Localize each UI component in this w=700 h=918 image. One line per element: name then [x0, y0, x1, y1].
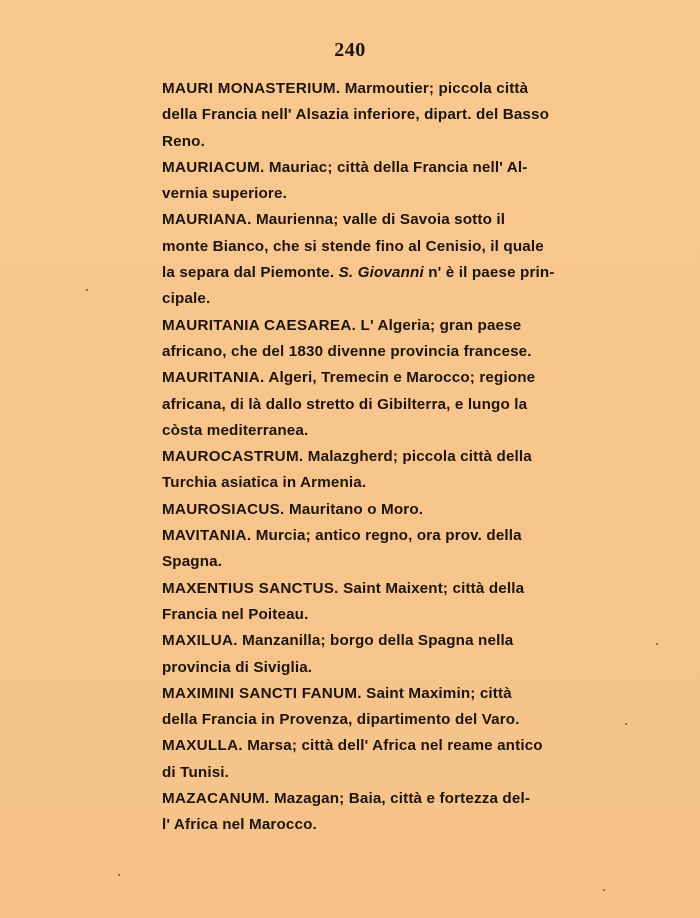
- entry-headword: MAXENTIUS SANCTUS.: [162, 579, 339, 597]
- scan-speck: [625, 723, 627, 725]
- dictionary-entry-mauritania-caesarea: [140, 313, 640, 366]
- entry-text: Marmoutier; piccola città: [340, 80, 529, 97]
- entry-text: n' è il paese prin-: [423, 264, 555, 282]
- entry-line: [140, 444, 640, 470]
- entry-headword: MAURIACUM.: [162, 158, 265, 176]
- entry-text: Saint Maximin; città: [361, 684, 512, 702]
- entry-text: Mauritano o Moro.: [284, 500, 424, 518]
- entry-text: Mauriac; città della Francia nell' Al-: [264, 158, 528, 176]
- scan-speck: [86, 289, 88, 291]
- entry-text: Mazagan; Baia, città e fortezza del-: [269, 790, 531, 808]
- entry-line: Turchia asiatica in Armenia.: [162, 474, 367, 492]
- entry-line: [140, 523, 640, 549]
- page-number: 240: [334, 39, 366, 61]
- dictionary-entry-mauritania: [140, 365, 640, 444]
- entry-line: [140, 497, 640, 523]
- entry-text: Algeri, Tremecin e Marocco; regione: [264, 369, 536, 387]
- entry-headword: MAZACANUM.: [162, 790, 270, 808]
- entry-line: provincia di Siviglia.: [162, 658, 313, 676]
- entry-line: Francia nel Poiteau.: [162, 605, 309, 623]
- entry-line: africana, di là dallo stretto di Gibilterra, e lungo la: [162, 395, 528, 413]
- entry-text: L' Algeria; gran paese: [356, 316, 522, 334]
- dictionary-entries: [140, 76, 640, 839]
- entry-text: Maurienna; valle di Savoia sotto il: [251, 211, 506, 229]
- entry-line: della Francia nell' Alsazia inferiore, dipart. del Basso: [162, 106, 550, 124]
- entry-italic-place: S. Giovanni: [338, 264, 424, 282]
- dictionary-entry-mazacanum: [140, 786, 640, 839]
- entry-line: [140, 628, 640, 654]
- entry-headword: MAUROSIACUS.: [162, 500, 285, 518]
- entry-headword: MAURITANIA.: [162, 369, 265, 387]
- entry-line: Reno.: [162, 132, 205, 150]
- dictionary-entry-maurocastrum: [140, 444, 640, 497]
- dictionary-entry-maximini-sancti-fanum: [140, 681, 640, 734]
- dictionary-entry-mauriana: [140, 207, 640, 312]
- entry-text: la separa dal Piemonte.: [162, 264, 339, 282]
- entry-line: Spagna.: [162, 553, 223, 571]
- scan-speck: [603, 889, 605, 891]
- entry-text: Saint Maixent; città della: [338, 579, 525, 597]
- entry-line: l' Africa nel Marocco.: [162, 816, 317, 834]
- dictionary-entry-maurosiacus: [140, 497, 640, 523]
- entry-text: Manzanilla; borgo della Spagna nella: [237, 632, 514, 650]
- dictionary-entry-mauri-monasterium: [140, 76, 640, 155]
- entry-text: Malazgherd; piccola città della: [303, 448, 532, 466]
- entry-text: Murcia; antico regno, ora prov. della: [251, 527, 522, 545]
- entry-line: [140, 681, 640, 707]
- scan-speck: [118, 874, 120, 876]
- entry-line: di Tunisi.: [162, 763, 230, 781]
- entry-headword: MAURIANA.: [162, 211, 252, 229]
- dictionary-entry-maxulla: [140, 733, 640, 786]
- entry-line: monte Bianco, che si stende fino al Cenisio, il quale: [162, 237, 544, 255]
- entry-headword: MAURITANIA CAESAREA.: [162, 316, 357, 334]
- scan-speck: [656, 643, 658, 645]
- entry-line: [140, 260, 640, 286]
- entry-line: [140, 207, 640, 233]
- entry-line: còsta mediterranea.: [162, 421, 309, 439]
- entry-headword: MAVITANIA.: [162, 527, 252, 545]
- entry-headword: MAUROCASTRUM.: [162, 448, 304, 466]
- entry-headword: MAXULLA.: [162, 737, 243, 755]
- entry-text: Marsa; città dell' Africa nel reame antico: [242, 737, 543, 755]
- dictionary-entry-maxilua: [140, 628, 640, 681]
- entry-line: [140, 576, 640, 602]
- dictionary-entry-mauriacum: [140, 155, 640, 208]
- entry-line: [140, 155, 640, 181]
- entry-line: [140, 733, 640, 759]
- entry-headword: MAXIMINI SANCTI FANUM.: [162, 684, 362, 702]
- entry-headword: MAXILUA.: [162, 632, 238, 650]
- entry-line: [140, 313, 640, 339]
- dictionary-entry-maxentius-sanctus: [140, 576, 640, 629]
- entry-line: [140, 786, 640, 812]
- entry-line: [140, 76, 640, 102]
- entry-headword: MAURI MONASTERIUM.: [162, 80, 341, 97]
- entry-line: della Francia in Provenza, dipartimento del Varo.: [162, 711, 520, 729]
- entry-line: africano, che del 1830 divenne provincia francese.: [162, 342, 532, 360]
- entry-line: vernia superiore.: [162, 185, 287, 203]
- dictionary-entry-mavitania: [140, 523, 640, 576]
- entry-line: [140, 365, 640, 391]
- entry-line: cipale.: [162, 290, 211, 308]
